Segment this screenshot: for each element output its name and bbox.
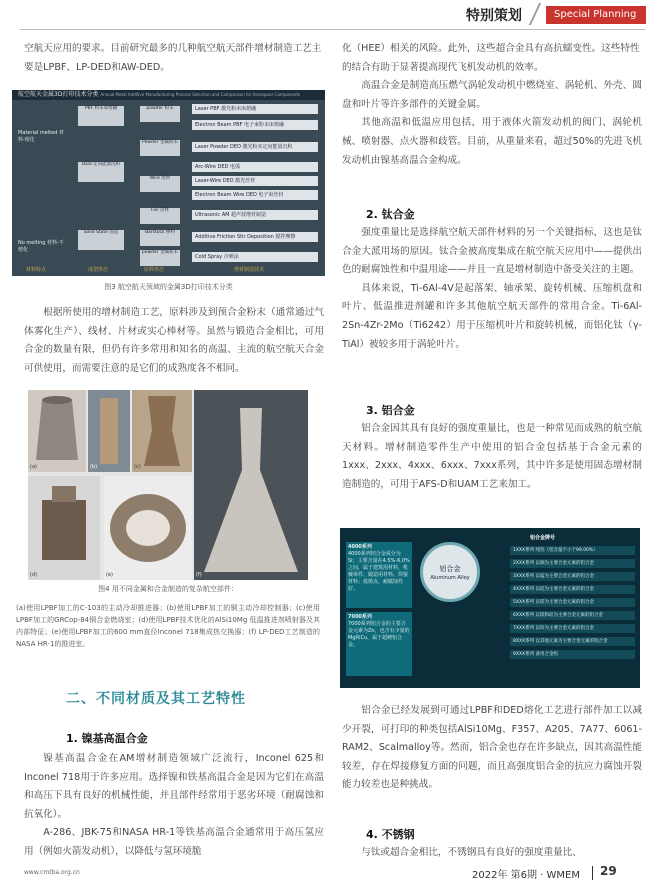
figure-4-components (28, 390, 308, 580)
fig3-material-powder: powder 粉末 (140, 106, 180, 122)
photo-d (28, 476, 100, 580)
fig3-label-no-melting: No melting 材料-不熔化 (18, 240, 64, 253)
fig3-axis-2: 成型形态 (88, 267, 109, 273)
aluminum-paragraph-2: 铝合金已经发展到可通过LPBF和DED熔化工艺进行部件加工以减少开裂，可打印的种类包括AlSi10Mg、F357、A205、7A77、6061-RAM2、Scalmalloy等。然而，铝合金也存在许多缺点，因其高温性能较差，存在焊接修复方面的问题，而且高强度铝合金的抗应力腐蚀开裂能力较差也是种挑战。 (342, 705, 642, 791)
al-4000-panel (346, 542, 412, 608)
aluminum-alloy-figure (340, 528, 640, 688)
footer-site: www.cmtba.org.cn (24, 869, 80, 876)
figure-3-title: 航空航天金属3D打印技术分类 Annual Metal Additive Manufacturing Process Selection and Comparison for Aerospace Components (12, 90, 325, 100)
fig3-material-powder-2: Powder 金属粉末 (140, 140, 180, 156)
applications-paragraph: 其他高温和低温应用包括，用于液体火箭发动机的阀门、涡轮机械、喷射器、点火器和歧管。目前，从重量来看，超过50%的先进飞机发动机由镍基高温合金构成。 (342, 117, 642, 166)
aluminum-text-2 (342, 702, 642, 795)
fig3-process-eb-wire: Electron Beam Wire DED 电子束丝材 (192, 190, 318, 200)
fig3-pbf: PBF 粉末床熔融 (78, 106, 124, 126)
label-f: (f) (196, 572, 202, 578)
right-top-text (342, 40, 642, 170)
fig3-material-foil: Foil 箔材 (140, 208, 180, 224)
fig3-process-arc-wire: Arc-Wire DED 电弧 (192, 162, 318, 172)
al-row-2: 2XXX系列 以铜为主要合金元素的铝合金 (510, 559, 635, 568)
label-a: (a) (30, 464, 37, 470)
fig3-material-powder-3: powder 金属粉末 (140, 250, 180, 266)
al-row-7: 7XXX系列 以锌为主要合金元素的铝合金 (510, 624, 635, 633)
superalloy-paragraph: 高温合金是制造高压燃气涡轮发动机中燃烧室、涡轮机、外壳、圆盘和叶片等许多部件的关键金属。 (342, 80, 642, 110)
fig3-axis-4: 增材制造技术 (234, 267, 265, 273)
nickel-paragraph-2: A-286、JBK-75和NASA HR-1等铁基高温合金通常用于高压氢应用（例如火箭发动机），以降低与氢环境脆 (24, 827, 324, 857)
fig3-process-friction-stir: Additive Friction Stir Deposition 搅拌摩擦 (192, 232, 318, 242)
figure-4-caption-body: (a)使用LPBF加工的C-103的主动冷却推进器；(b)使用LPBF加工的铜主动冷却控制器；(c)使用LPBF加工的GRCop-84铜合金燃烧室；(d)使用LPBF技术优化的AlSi10Mg 低温推进剂喷射器及其内部特征；(e)使用LPBF加工的600 mm直径Inconel 718集成热交换器；(f) LP-DED工艺制造的NASA HR-1的推进室。 (16, 604, 320, 648)
page-number: 29 (600, 864, 617, 878)
al-7000-panel (346, 612, 412, 676)
intro-paragraph: 空航天应用的要求。目前研究最多的几种航空航天部件增材制造工艺主要是LPBF、LP-DED和AW-DED。 (24, 43, 322, 73)
copper-part-image (88, 390, 130, 472)
stainless-paragraph: 与钛或超合金相比，不锈钢具有良好的强度重量比、 (361, 847, 582, 858)
fig3-material-barstock: Barstock 棒料 (140, 230, 180, 246)
fig3-material-wire: Wire 丝材 (140, 176, 180, 192)
stainless-text (342, 844, 642, 863)
nickel-text (24, 750, 324, 862)
fig3-process-laser-wire: Laser-Wire DED 激光丝材 (192, 176, 318, 186)
aluminum-alloy-circle (420, 542, 480, 602)
combustion-chamber-image (132, 390, 192, 472)
photo-f (194, 390, 308, 580)
al-row-6: 6XXX系列 以镁和硅为主要合金元素的铝合金 (510, 611, 635, 620)
page-header (0, 0, 650, 30)
al-7000-title: 7000系列 (348, 614, 372, 620)
footer-divider (592, 866, 593, 880)
fig3-ded: DED 定向能量沉积 (78, 162, 124, 182)
injector-image (28, 476, 100, 580)
fig3-process-cold-spray: Cold Spray 冷喷涂 (192, 252, 318, 262)
al-row-8: 8XXX系列 以其他元素为主要合金元素的铝合金 (510, 637, 635, 646)
heading-stainless: 4. 不锈钢 (366, 828, 415, 841)
heat-exchanger-image (104, 476, 192, 580)
al-row-4: 4XXX系列 以硅为主要合金元素的铝合金 (510, 585, 635, 594)
heading-nickel: 1. 镍基高温合金 (66, 732, 148, 745)
label-e: (e) (106, 572, 113, 578)
aluminum-paragraph-1: 铝合金因其具有良好的强度重量比，也是一种常见而成熟的航空航天材料。增材制造零件生产中使用的铝合金包括基于合金元素的1xxx、2xxx、4xxx、6xxx、7xxx系列，其中许多是使用固态增材制造制造的，可用于AFS-D和UAM工艺来加工。 (342, 423, 642, 490)
titanium-paragraph-2: 具体来说，Ti-6Al-4V是起落架、轴承架、旋转机械、压缩机盘和叶片、低温推进剂罐和许多其他航空航天部件的常用合金。Ti-6Al-2Sn-4Zr-2Mo（Ti6242）用于压缩机叶片和旋转机械，而铝化钛（γ-TiAl）被较多用于涡轮叶片。 (342, 282, 642, 350)
heading-aluminum: 3. 铝合金 (366, 404, 415, 417)
al-4000-text: 4000系列铝合金成分为Si；主要含量在4.5%-6.0%之间，属于建筑用材料，机械零件、锻造用材料、焊接材料；低熔点、耐腐蚀性好。 (348, 551, 410, 592)
fig3-process-eb-pbf: Electron Beam PBF 电子束粉末床熔融 (192, 120, 318, 130)
label-d: (d) (30, 572, 38, 578)
circle-cn: 铝合金 (439, 565, 461, 573)
label-c: (c) (134, 464, 141, 470)
titanium-paragraph-1: 强度重量比是选择航空航天部件材料的另一个关键指标，这也是钛合金大派用场的原因。钛合金被高度集成在航空航天应用中——提供出色的耐腐蚀性和中温用途——并且一直是增材制造中备受关注的主题。 (342, 227, 642, 276)
left-para-1 (24, 304, 324, 378)
header-divider (529, 3, 541, 25)
figure-3-am-classification (12, 90, 325, 276)
fig3-process-laser-pbf: Laser PBF 激光粉末床熔融 (192, 104, 318, 114)
photo-c (132, 390, 192, 472)
al-4000-title: 4000系列 (348, 544, 372, 550)
left-intro (24, 40, 324, 77)
photo-e (104, 476, 192, 580)
fig3-label-melted: Material melted 材料-熔化 (18, 130, 65, 143)
figure-4-caption-title: 图4 用不同金属和合金制造的复杂航空部件： (98, 585, 238, 593)
footer-issue: 2022年 第6期 · WMEM (472, 870, 580, 881)
photo-a (28, 390, 86, 472)
photo-b (88, 390, 130, 472)
nozzle-image (194, 390, 308, 580)
al-grade-title: 铝合金牌号 (530, 535, 556, 541)
fig3-process-ultrasonic: Ultrasonic AM 超声波增材制造 (192, 210, 318, 220)
al-row-1: 1XXX系列 纯铝（铝含量不小于99.00%） (510, 546, 635, 555)
al-7000-text: 7000系列铝合金的主要合金元素为Zn，也含有少量的Mg和Cu，属于超硬铝合金。 (348, 621, 410, 648)
thruster-image (28, 390, 86, 472)
section-title: 特别策划 (466, 8, 522, 24)
titanium-text (342, 224, 642, 354)
al-row-9: 9XXX系列 备用合金组 (510, 650, 635, 659)
label-b: (b) (90, 464, 98, 470)
al-row-5: 5XXX系列 以镁为主要合金元素的铝合金 (510, 598, 635, 607)
hee-paragraph: 化（HEE）相关的风险。此外，这些超合金具有高抗蠕变性。这些特性的结合有助于显著提高现代飞机发动机的效率。 (342, 43, 640, 73)
fig3-solid-state: Solid State 固态 (78, 230, 124, 250)
aluminum-text (342, 420, 642, 494)
fig3-axis-1: 材料特点 (26, 267, 47, 273)
fig3-process-laser-powder-ded: Laser Powder DED 激光粉末定向能量沉积 (192, 142, 318, 152)
circle-en: Aluminum Alloy (430, 575, 470, 581)
fig3-axis-3: 原料形态 (144, 267, 165, 273)
header-rule (20, 29, 645, 30)
feedstock-paragraph: 根据所使用的增材制造工艺，原料涉及到预合金粉末（通常通过气体雾化生产）、线材、片材或实心棒材等。虽然与锻造合金相比，可用合金的数量有限，但仍有许多常用和知名的高温、主流的航空航天合金可供使用，而需要注意的是它们的成熟度各不相同。 (24, 307, 324, 374)
section-heading-2: 二、不同材质及其工艺特性 (66, 691, 246, 707)
al-row-3: 3XXX系列 以锰为主要合金元素的铝合金 (510, 572, 635, 581)
heading-titanium: 2. 钛合金 (366, 208, 415, 221)
section-tag: Special Planning (546, 6, 646, 24)
figure-3-caption: 图3 航空航天领域的金属3D打印技术分类 (104, 283, 233, 291)
nickel-paragraph: 镍基高温合金在AM增材制造领域广泛流行，Inconel 625和Inconel 718用于许多应用。选择镍和铁基高温合金是因为它们在高温和高压下具有良好的机械性能，并且部件经常用于恶劣环境（耐腐蚀和抗氧化）。 (24, 753, 324, 820)
